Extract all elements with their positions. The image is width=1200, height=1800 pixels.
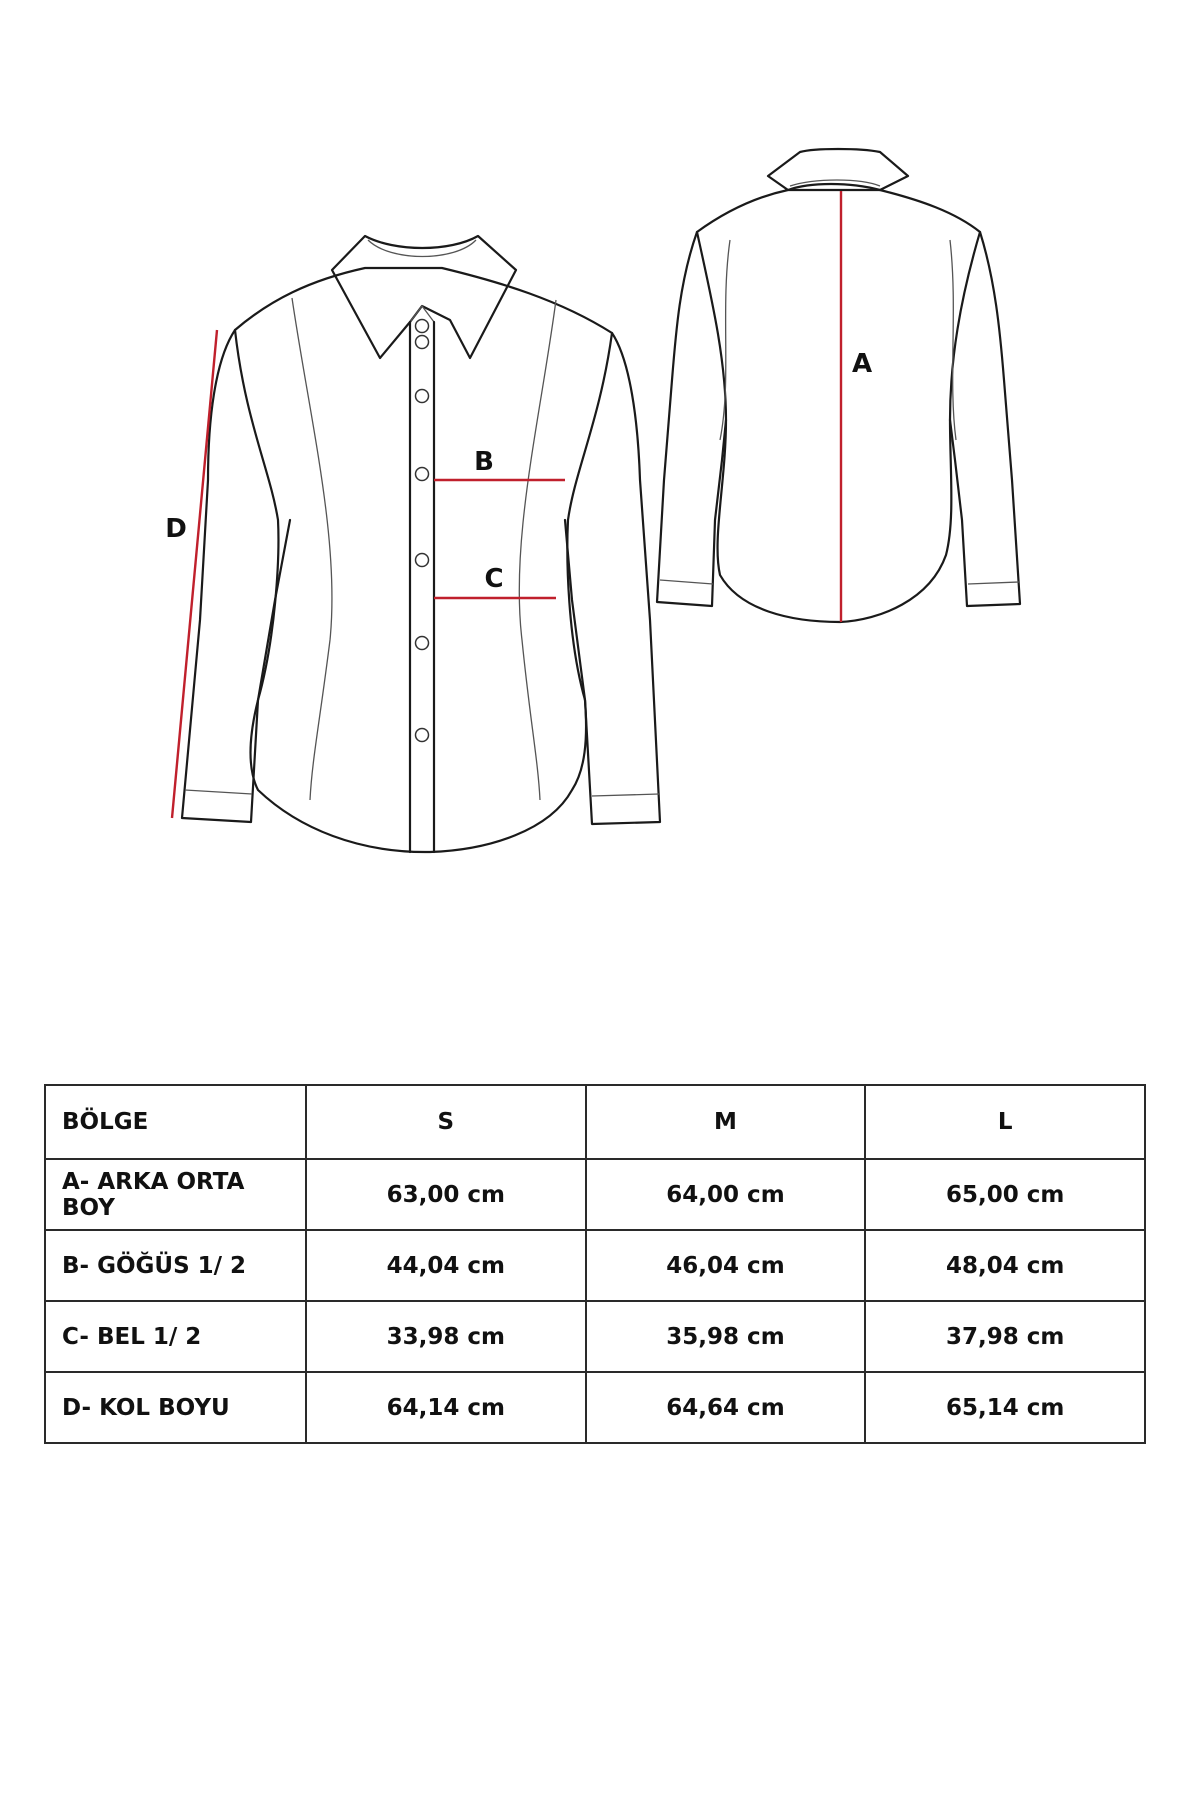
row-value-l: 65,00 cm — [865, 1159, 1145, 1230]
front-left-cuff — [185, 790, 252, 794]
row-value-s: 33,98 cm — [306, 1301, 586, 1372]
row-region: B- GÖĞÜS 1/ 2 — [45, 1230, 306, 1301]
header-region: BÖLGE — [45, 1085, 306, 1159]
shirt-back-view — [657, 149, 1020, 622]
row-value-s: 64,14 cm — [306, 1372, 586, 1443]
measure-line-d — [172, 330, 217, 818]
back-left-cuff — [660, 580, 713, 584]
measure-label-b: B — [474, 447, 494, 477]
button — [416, 390, 429, 403]
front-right-cuff — [592, 794, 659, 796]
row-value-l: 65,14 cm — [865, 1372, 1145, 1443]
measure-label-a: A — [851, 349, 873, 379]
row-value-s: 63,00 cm — [306, 1159, 586, 1230]
table-row — [45, 1159, 1145, 1230]
row-value-m: 64,64 cm — [586, 1372, 866, 1443]
front-left-princess-seam — [292, 298, 332, 800]
button — [416, 729, 429, 742]
back-left-sleeve — [657, 232, 726, 606]
header-size-m: M — [586, 1085, 866, 1159]
back-collar — [768, 149, 908, 190]
size-chart-table — [44, 1084, 1146, 1444]
row-region: C- BEL 1/ 2 — [45, 1301, 306, 1372]
front-buttons — [416, 320, 429, 742]
shirt-front-view — [165, 236, 660, 852]
table-row — [45, 1230, 1145, 1301]
back-body-outline — [697, 190, 980, 622]
button — [416, 320, 429, 333]
button — [416, 637, 429, 650]
table-row — [45, 1301, 1145, 1372]
button — [416, 336, 429, 349]
row-value-m: 35,98 cm — [586, 1301, 866, 1372]
back-right-sleeve — [950, 232, 1020, 606]
back-right-cuff — [968, 582, 1019, 584]
row-value-l: 48,04 cm — [865, 1230, 1145, 1301]
front-left-sleeve — [182, 330, 290, 822]
row-value-m: 64,00 cm — [586, 1159, 866, 1230]
row-value-m: 46,04 cm — [586, 1230, 866, 1301]
button — [416, 468, 429, 481]
row-value-l: 37,98 cm — [865, 1301, 1145, 1372]
header-size-s: S — [306, 1085, 586, 1159]
button — [416, 554, 429, 567]
table-header-row — [45, 1085, 1145, 1159]
front-right-princess-seam — [519, 300, 556, 800]
row-region: D- KOL BOYU — [45, 1372, 306, 1443]
header-size-l: L — [865, 1085, 1145, 1159]
measure-label-c: C — [484, 564, 504, 594]
table-row — [45, 1372, 1145, 1443]
row-value-s: 44,04 cm — [306, 1230, 586, 1301]
measure-label-d: D — [165, 514, 187, 544]
front-right-sleeve — [565, 333, 660, 824]
row-region: A- ARKA ORTA BOY — [45, 1159, 306, 1230]
